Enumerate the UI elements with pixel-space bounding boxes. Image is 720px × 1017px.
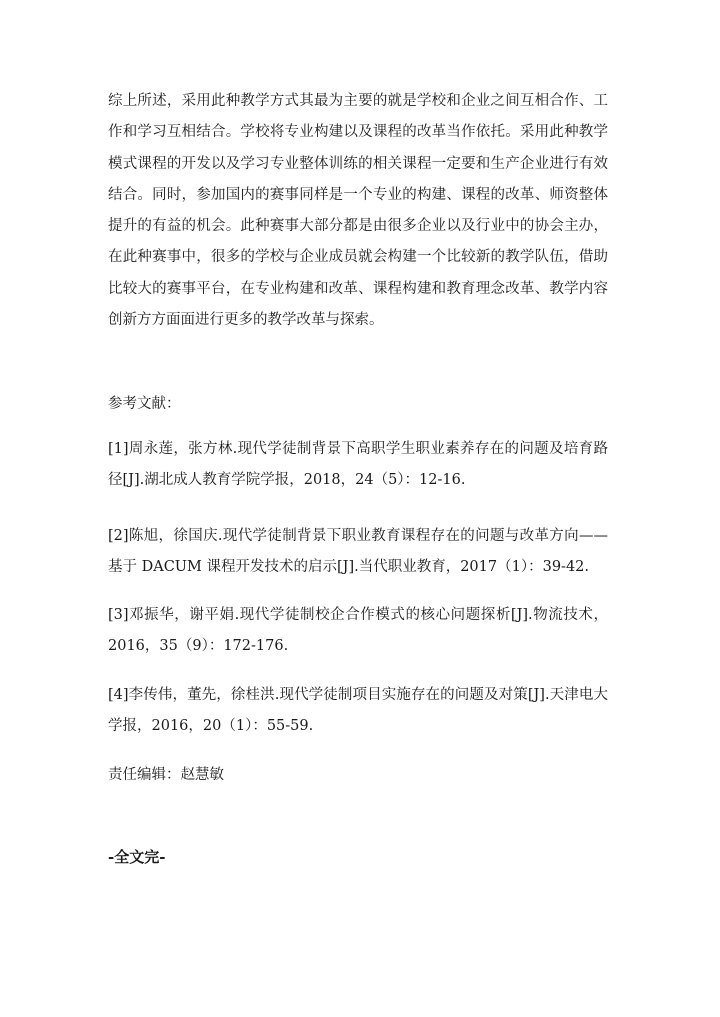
reference-item-4: [4]李传伟，董先，徐桂洪.现代学徒制项目实施存在的问题及对策[J].天津电大学报，2016，20（1）：55-59.: [108, 687, 608, 734]
references-heading: 参考文献：: [108, 396, 181, 412]
reference-item-2: [2]陈旭，徐国庆.现代学徒制背景下职业教育课程存在的问题与改革方向——基于 DACUM 课程开发技术的启示[J].当代职业教育，2017（1）：39-42.: [108, 528, 608, 575]
reference-item-3: [3]邓振华，谢平娟.现代学徒制校企合作模式的核心问题探析[J].物流技术，2016，35（9）：172-176.: [108, 607, 608, 654]
end-of-article-mark: -全文完-: [108, 848, 166, 866]
reference-item-1: [1]周永莲，张方林.现代学徒制背景下高职学生职业素养存在的问题及培育路径[J].湖北成人教育学院学报，2018，24（5）：12-16.: [108, 441, 608, 488]
conclusion-paragraph: 综上所述，采用此种教学方式其最为主要的就是学校和企业之间互相合作、工作和学习互相结合。学校将专业构建以及课程的改革当作依托。采用此种教学模式课程的开发以及学习专业整体训练的相关课程一定要和生产企业进行有效结合。同时，参加国内的赛事同样是一个专业的构建、课程的改革、师资整体提升的有益的机会。此种赛事大部分都是由很多企业以及行业中的协会主办，在此种赛事中，很多的学校与企业成员就会构建一个比较新的教学队伍，借助比较大的赛事平台，在专业构建和改革、课程构建和教育理念改革、教学内容创新方方面面进行更多的教学改革与探索。: [108, 93, 608, 329]
responsible-editor: 责任编辑：赵慧敏: [108, 767, 224, 783]
